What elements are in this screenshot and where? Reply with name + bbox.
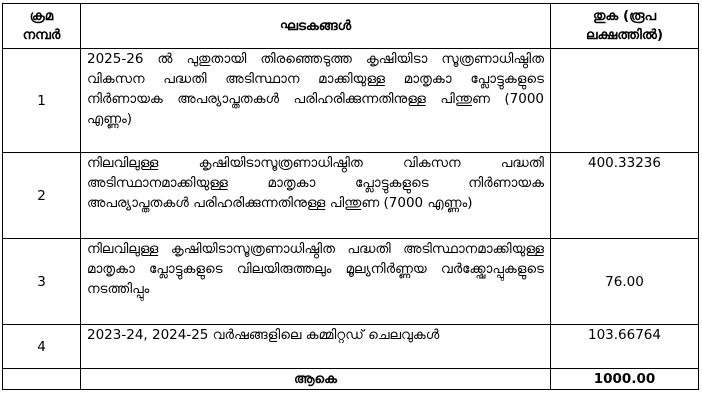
row-serial: 4 (3, 325, 81, 369)
row-amount: 400.33236 (551, 153, 699, 239)
row-serial: 1 (3, 49, 81, 153)
total-serial-blank (3, 369, 81, 390)
header-amount: തുക (രൂപ ലക്ഷത്തിൽ) (551, 4, 699, 49)
total-amount: 1000.00 (551, 369, 699, 390)
header-component: ഘടകങ്ങൾ (81, 4, 551, 49)
row-component: നിലവിലുള്ള കൃഷിയിടാസൂത്രണാധിഷ്ഠിത പദ്ധതി അടിസ്ഥാനമാക്കിയുള്ള മാതൃകാ പ്ലോട്ടുകളുടെ വിലയിരുത്തലും മൂല്യനിർണ്ണയ വർക്ക്ഷോപ്പുകളുടെ നടത്തിപ്പും (81, 239, 551, 325)
table-row (3, 153, 699, 239)
row-amount (551, 49, 699, 153)
row-serial: 3 (3, 239, 81, 325)
table-row (3, 239, 699, 325)
header-serial: ക്രമ നമ്പർ (3, 4, 81, 49)
header-row (3, 4, 699, 49)
row-amount: 103.66764 (551, 325, 699, 369)
row-component: 2023-24, 2024-25 വർഷങ്ങളിലെ കമ്മിറ്റഡ് ചെലവുകൾ (81, 325, 551, 369)
row-component: 2025-26 ൽ പുതുതായി തിരഞ്ഞെടുത്ത കൃഷിയിടാ സൂത്രണാധിഷ്ഠിത വികസന പദ്ധതി അടിസ്ഥാന മാക്കിയുള്ള മാതൃകാ പ്ലോട്ടുകളുടെ നിർണായക അപര്യാപ്തതകൾ പരിഹരിക്കുന്നതിനുള്ള പിന്തുണ (7000 എണ്ണം) (81, 49, 551, 153)
total-row (3, 369, 699, 390)
budget-table (2, 3, 699, 390)
row-serial: 2 (3, 153, 81, 239)
table-row (3, 325, 699, 369)
row-component: നിലവിലുള്ള കൃഷിയിടാസൂത്രണാധിഷ്ഠിത വികസന പദ്ധതി അടിസ്ഥാനമാക്കിയുള്ള മാതൃകാ പ്ലോട്ടുകളുടെ നിർണായക അപര്യാപ്തതകൾ പരിഹരിക്കുന്നതിനുള്ള പിന്തുണ (7000 എണ്ണം) (81, 153, 551, 239)
table-row (3, 49, 699, 153)
row-amount: 76.00 (551, 239, 699, 325)
total-label: ആകെ (81, 369, 551, 390)
